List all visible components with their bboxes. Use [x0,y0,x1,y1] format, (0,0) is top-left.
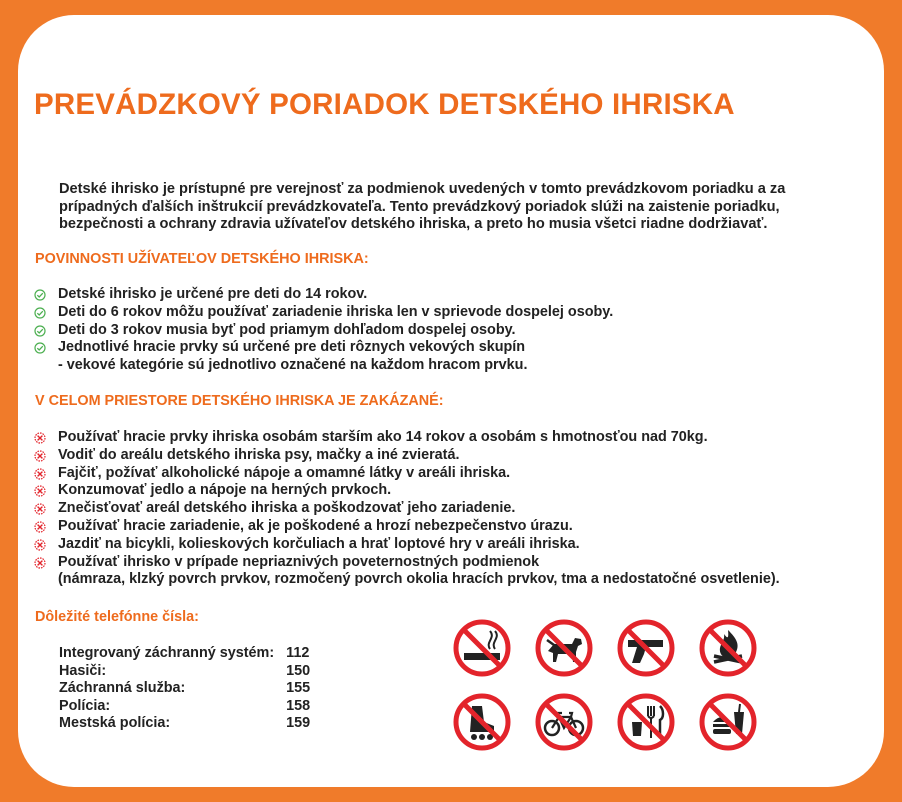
cross-icon [34,468,46,480]
list-item: Používať hracie zariadenie, ak je poškodené a hrozí nebezpečenstvo úrazu. [34,518,854,536]
no-dogs-icon [534,618,594,678]
phone-label: Mestská polícia: [59,715,171,732]
table-row [59,698,310,716]
no-bicycles-icon [534,692,594,752]
phone-number: 155 [286,680,311,697]
intro-paragraph [59,181,839,234]
phone-number: 112 [286,645,310,661]
phones-heading: Dôležité telefónne čísla: [35,609,199,625]
list-item: Jazdiť na bicykli, kolieskových korčuliach a hrať loptové hry v areáli ihriska. [34,536,854,554]
check-icon [34,307,46,319]
table-row [59,645,310,663]
intro-line: Detské ihrisko je prístupné pre verejnosť za podmienok uvedených v tomto prevádzkovom poriadku a za [59,181,786,197]
page-title: PREVÁDZKOVÝ PORIADOK DETSKÉHO IHRISKA [34,88,735,121]
cross-icon [34,450,46,462]
cross-icon [34,539,46,551]
no-fire-icon [698,618,758,678]
list-item: Vodiť do areálu detského ihriska psy, mačky a iné zvieratá. [34,447,854,465]
list-item: Deti do 6 rokov môžu používať zariadenie ihriska len v sprievode dospelej osoby. [34,304,854,322]
table-row [59,680,310,698]
phone-number: 150 [286,662,311,679]
phone-table [59,645,310,733]
no-fast-food-icon [698,692,758,752]
list-item: Deti do 3 rokov musia byť pod priamym dohľadom dospelej osoby. [34,322,854,340]
table-row [59,715,310,733]
list-item: Detské ihrisko je určené pre deti do 14 rokov. [34,286,854,304]
cross-icon [34,557,46,569]
duties-heading: POVINNOSTI UŽÍVATEĽOV DETSKÉHO IHRISKA: [35,251,369,267]
cross-icon [34,521,46,533]
prohibition-signs [452,618,780,756]
list-item-continuation: (námraza, klzký povrch prvkov, rozmočený povrch okolia hracích prvkov, tma a nedostatočné osvetlenie). [58,571,780,588]
phone-number: 159 [286,715,311,732]
list-item-continuation: - vekové kategórie sú jednotlivo označené na každom hracom prvku. [58,357,528,374]
prohibited-list [34,429,854,589]
cross-icon [34,503,46,515]
list-item: Konzumovať jedlo a nápoje na herných prvkoch. [34,482,854,500]
no-weapons-icon [616,618,676,678]
check-icon [34,289,46,301]
phone-label: Záchranná služba: [59,680,186,697]
cross-icon [34,485,46,497]
table-row [59,663,310,681]
no-food-drinks-icon [616,692,676,752]
intro-line: prípadných ďalších inštrukcií prevádzkovateľa. Tento prevádzkový poriadok slúži na zaistenie poriadku, [59,198,780,215]
phone-label: Integrovaný záchranný systém: [59,645,275,661]
check-icon [34,325,46,337]
list-item: Fajčiť, požívať alkoholické nápoje a omamné látky v areáli ihriska. [34,465,854,483]
prohibited-heading: V CELOM PRIESTORE DETSKÉHO IHRISKA JE ZAKÁZANÉ: [35,393,444,409]
duties-list [34,286,854,375]
list-item: Používať hracie prvky ihriska osobám starším ako 14 rokov a osobám s hmotnosťou nad 70kg. [34,429,854,447]
no-rollerblades-icon [452,692,512,752]
list-item: Znečisťovať areál detského ihriska a poškodzovať jeho zariadenie. [34,500,854,518]
no-smoking-icon [452,618,512,678]
intro-line: bezpečnosti a ochrany zdravia užívateľov detského ihriska, a preto ho musia všetci riadne dodržiavať. [59,216,768,232]
cross-icon [34,432,46,444]
phone-number: 158 [286,697,311,714]
list-item: Používať ihrisko v prípade nepriaznivých poveternostných podmienok (námraza, klzký povrch prvkov, rozmočený povrch okolia hracích prvkov, tma a nedostatočné osvetlenie). [34,554,854,590]
check-icon [34,342,46,354]
phone-label: Polícia: [59,697,111,714]
phone-label: Hasiči: [59,662,107,679]
list-item: Jednotlivé hracie prvky sú určené pre deti rôznych vekových skupín - vekové kategórie sú jednotlivo označené na každom hracom prvku. [34,339,854,375]
